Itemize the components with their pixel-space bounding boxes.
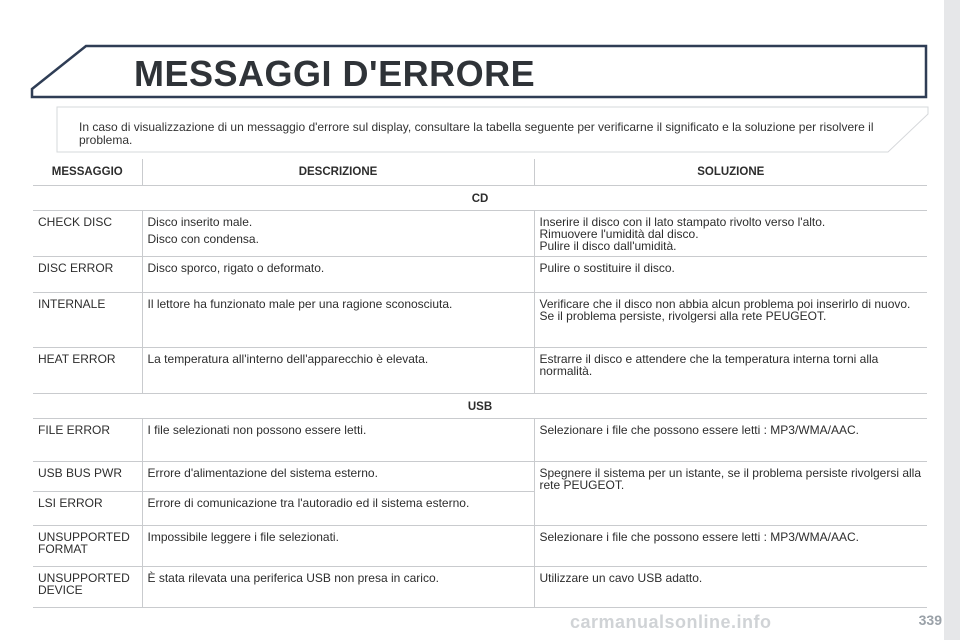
solution-line: Pulire il disco dall'umidità.: [539, 239, 677, 253]
table-row: [33, 348, 927, 394]
row-description: I file selezionati non possono essere letti.: [142, 419, 534, 462]
row-description: È stata rilevata una periferica USB non presa in carico.: [142, 567, 534, 608]
section-label-usb: USB: [33, 394, 927, 419]
table-row: [33, 526, 927, 567]
table-row: [33, 211, 927, 257]
row-message: UNSUPPORTED DEVICE: [33, 567, 142, 608]
table-row: [33, 462, 927, 492]
row-message: CHECK DISC: [33, 211, 142, 257]
header-row: [33, 159, 927, 186]
row-message: LSI ERROR: [33, 492, 142, 526]
description-line: Disco con condensa.: [147, 232, 259, 246]
section-row-cd: [33, 186, 927, 211]
row-message: USB BUS PWR: [33, 462, 142, 492]
section-label-cd: CD: [33, 186, 927, 211]
page-number: 339: [918, 612, 942, 628]
row-message: DISC ERROR: [33, 257, 142, 293]
solution-line: Inserire il disco con il lato stampato rivolto verso l'alto.: [539, 215, 826, 229]
header-solution: SOLUZIONE: [534, 159, 927, 186]
page-title: MESSAGGI D'ERRORE: [134, 53, 536, 94]
error-table: [33, 159, 927, 608]
intro-text: In caso di visualizzazione di un messaggio d'errore sul display, consultare la tabella seguente per verificarne il significato e la soluzione per risolvere il problema.: [79, 120, 874, 147]
table-row: [33, 257, 927, 293]
header-description: DESCRIZIONE: [142, 159, 534, 186]
row-description: La temperatura all'interno dell'apparecchio è elevata.: [142, 348, 534, 394]
row-description: Impossibile leggere i file selezionati.: [142, 526, 534, 567]
row-message: UNSUPPORTED FORMAT: [33, 526, 142, 567]
row-solution: Pulire o sostituire il disco.: [534, 257, 927, 293]
row-message: INTERNALE: [33, 293, 142, 348]
table-row: [33, 567, 927, 608]
row-message: HEAT ERROR: [33, 348, 142, 394]
table-row: [33, 293, 927, 348]
row-description: [142, 211, 534, 257]
row-description: Errore di comunicazione tra l'autoradio ed il sistema esterno.: [142, 492, 534, 526]
row-description: Il lettore ha funzionato male per una ragione sconosciuta.: [142, 293, 534, 348]
section-row-usb: [33, 394, 927, 419]
description-line: Disco inserito male.: [147, 215, 253, 229]
row-description: Disco sporco, rigato o deformato.: [142, 257, 534, 293]
row-solution: Selezionare i file che possono essere letti : MP3/WMA/AAC.: [534, 526, 927, 567]
row-solution: Verificare che il disco non abbia alcun problema poi inserirlo di nuovo. Se il problema persiste, rivolgersi alla rete PEUGEOT.: [534, 293, 927, 348]
row-description: Errore d'alimentazione del sistema esterno.: [142, 462, 534, 492]
header-message: MESSAGGIO: [33, 159, 142, 186]
table-row: [33, 419, 927, 462]
row-solution: Spegnere il sistema per un istante, se il problema persiste rivolgersi alla rete PEUGEOT.: [534, 462, 927, 526]
row-solution: Estrarre il disco e attendere che la temperatura interna torni alla normalità.: [534, 348, 927, 394]
solution-line: Rimuovere l'umidità dal disco.: [539, 227, 699, 241]
watermark: carmanualsonline.info: [570, 612, 772, 632]
row-solution: Selezionare i file che possono essere letti : MP3/WMA/AAC.: [534, 419, 927, 462]
row-solution: Utilizzare un cavo USB adatto.: [534, 567, 927, 608]
row-message: FILE ERROR: [33, 419, 142, 462]
row-solution: [534, 211, 927, 257]
